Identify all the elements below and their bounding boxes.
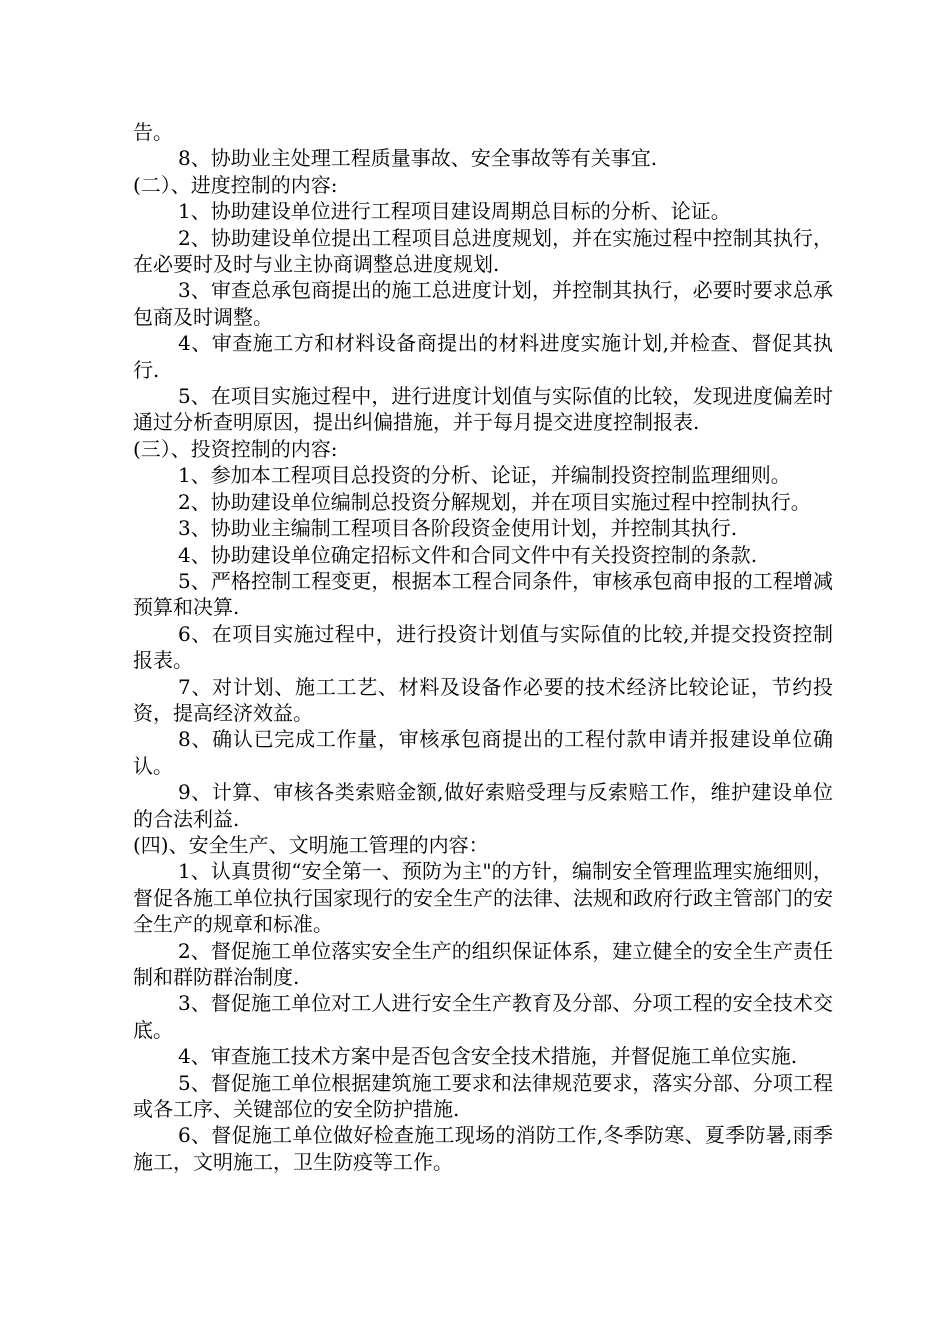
list-item: 8、确认已完成工作量，审核承包商提出的工程付款申请并报建设单位确认。	[133, 727, 833, 778]
document-page	[133, 119, 833, 1175]
list-item: 1、认真贯彻“安全第一、预防为主"的方针，编制安全管理监理实施细则，督促各施工单位执行国家现行的安全生产的法律、法规和政府行政主管部门的安全生产的规章和标准。	[133, 859, 833, 937]
list-item: 1、参加本工程项目总投资的分析、论证，并编制投资控制监理细则。	[178, 463, 791, 488]
list-item: 2、协助建设单位提出工程项目总进度规划，并在实施过程中控制其执行，在必要时及时与业主协商调整总进度规划.	[133, 225, 833, 277]
paragraph-continuation: 告。	[133, 120, 173, 144]
list-item: 3、协助业主编制工程项目各阶段资金使用计划，并控制其执行.	[178, 516, 738, 541]
list-item: 5、督促施工单位根据建筑施工要求和法律规范要求，落实分部、分项工程或各工序、关键部位的安全防护措施.	[133, 1070, 833, 1122]
section-heading: (三）、投资控制的内容:	[133, 436, 338, 461]
list-item: 2、协助建设单位编制总投资分解规划，并在项目实施过程中控制执行。	[178, 489, 811, 514]
list-item: 4、审查施工方和材料设备商提出的材料进度实施计划,并检查、督促其执行.	[133, 331, 833, 382]
list-item: 4、协助建设单位确定招标文件和合同文件中有关投资控制的条款.	[178, 542, 758, 567]
list-item: 3、审查总承包商提出的施工总进度计划，并控制其执行，必要时要求总承包商及时调整。	[133, 278, 833, 329]
list-item: 1、协助建设单位进行工程项目建设周期总目标的分析、论证。	[178, 199, 731, 224]
section-heading: (二）、进度控制的内容:	[133, 172, 338, 197]
list-item: 5、在项目实施过程中，进行进度计划值与实际值的比较，发现进度偏差时通过分析查明原因，提出纠偏措施，并于每月提交进度控制报表.	[133, 384, 833, 435]
list-item: 7、对计划、施工工艺、材料及设备作必要的技术经济比较论证，节约投资，提高经济效益。	[133, 674, 833, 725]
list-item: 3、督促施工单位对工人进行安全生产教育及分部、分项工程的安全技术交底。	[133, 991, 833, 1042]
list-item: 8、协助业主处理工程质量事故、安全事故等有关事宜.	[178, 146, 658, 171]
section-heading: (四)、安全生产、文明施工管理的内容：	[133, 832, 489, 857]
list-item: 9、计算、审核各类索赔金额,做好索赔受理与反索赔工作，维护建设单位的合法利益.	[133, 780, 833, 831]
list-item: 5、严格控制工程变更，根据本工程合同条件，审核承包商申报的工程增减预算和决算.	[133, 568, 833, 620]
list-item: 6、在项目实施过程中，进行投资计划值与实际值的比较,并提交投资控制报表。	[133, 621, 833, 673]
list-item: 4、审查施工技术方案中是否包含安全技术措施，并督促施工单位实施.	[178, 1044, 798, 1069]
list-item: 2、督促施工单位落实安全生产的组织保证体系，建立健全的安全生产责任制和群防群治制度.	[133, 938, 833, 989]
list-item: 6、督促施工单位做好检查施工现场的消防工作,冬季防寒、夏季防暑,雨季施工，文明施工，卫生防疫等工作。	[133, 1123, 833, 1174]
